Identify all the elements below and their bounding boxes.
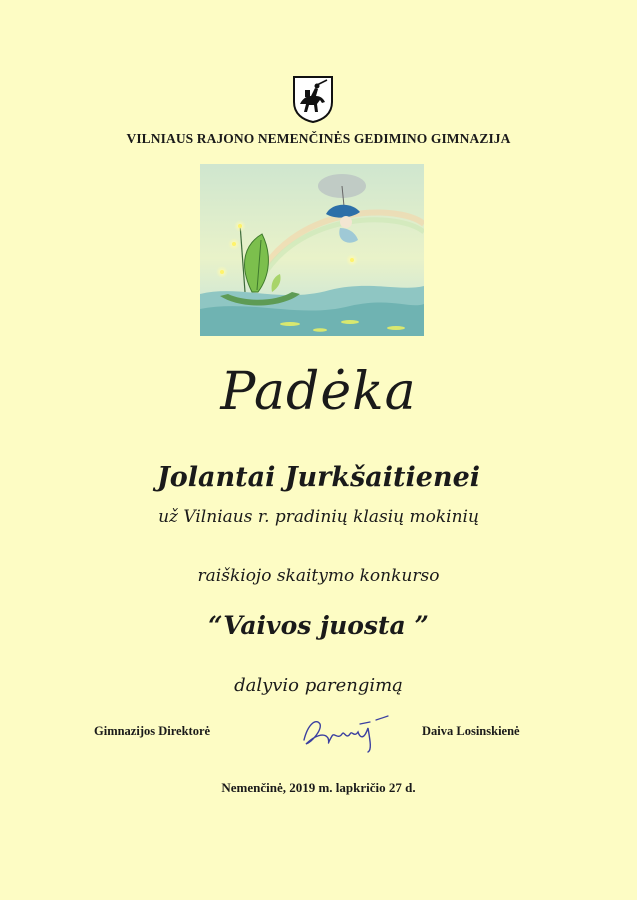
signature-row xyxy=(0,724,637,754)
handwritten-signature xyxy=(298,710,398,754)
coat-of-arms-icon xyxy=(291,74,335,124)
certificate-title: Padėka xyxy=(220,362,417,422)
award-reason-line-3: dalyvio parengimą xyxy=(234,675,403,696)
award-reason-line-1: už Vilniaus r. pradinių klasių mokinių xyxy=(158,507,479,527)
illustration-boat-leaf-girl-umbrella xyxy=(200,164,424,336)
recipient-name: Jolantai Jurkšaitienei xyxy=(156,462,481,493)
award-reason-line-2: raiškiojo skaitymo konkurso xyxy=(197,566,440,586)
place-and-date: Nemenčinė, 2019 m. lapkričio 27 d. xyxy=(221,780,416,795)
contest-name: “Vaivos juosta ” xyxy=(208,611,429,640)
signatory-name: Daiva Losinskienė xyxy=(422,724,520,738)
signatory-role: Gimnazijos Direktorė xyxy=(94,724,211,738)
school-name: VILNIAUS RAJONO NEMENČINĖS GEDIMINO GIMNAZIJA xyxy=(126,131,511,146)
